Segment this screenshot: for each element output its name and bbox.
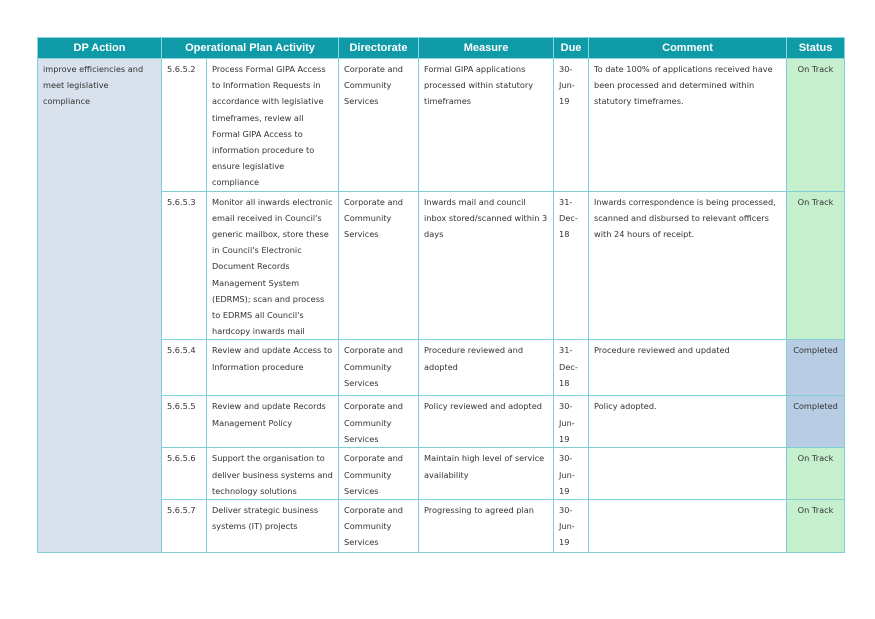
due-cell: 30-Jun-19 bbox=[554, 59, 589, 192]
activity-text: Deliver strategic business systems (IT) projects bbox=[207, 500, 339, 553]
measure-cell: Maintain high level of service availability bbox=[419, 448, 554, 500]
comment-cell: Policy adopted. bbox=[589, 396, 787, 448]
status-badge: Completed bbox=[787, 340, 845, 396]
due-cell: 30-Jun-19 bbox=[554, 396, 589, 448]
header-measure: Measure bbox=[419, 38, 554, 59]
activity-code: 5.6.5.5 bbox=[162, 396, 207, 448]
directorate-cell: Corporate and Community Services bbox=[339, 448, 419, 500]
due-cell: 30-Jun-19 bbox=[554, 500, 589, 553]
measure-cell: Procedure reviewed and adopted bbox=[419, 340, 554, 396]
activity-text: Monitor all inwards electronic email received in Council's generic mailbox, store these in Council's Electronic Document Records Management System (EDRMS); scan and process to EDRMS all Council's hardcopy inwards mail bbox=[207, 191, 339, 340]
activity-text: Support the organisation to deliver business systems and technology solutions bbox=[207, 448, 339, 500]
header-status: Status bbox=[787, 38, 845, 59]
directorate-cell: Corporate and Community Services bbox=[339, 191, 419, 340]
status-badge: On Track bbox=[787, 59, 845, 192]
activity-text: Process Formal GIPA Access to Information Requests in accordance with legislative timeframes, review all Formal GIPA Access to information procedure to ensure legislative compliance bbox=[207, 59, 339, 192]
activity-text: Review and update Records Management Policy bbox=[207, 396, 339, 448]
comment-cell: To date 100% of applications received have been processed and determined within statutory timeframes. bbox=[589, 59, 787, 192]
comment-cell: Inwards correspondence is being processed, scanned and disbursed to relevant officers with 24 hours of receipt. bbox=[589, 191, 787, 340]
measure-cell: Progressing to agreed plan bbox=[419, 500, 554, 553]
measure-cell: Formal GIPA applications processed within statutory timeframes bbox=[419, 59, 554, 192]
operational-plan-table bbox=[37, 37, 845, 553]
activity-code: 5.6.5.2 bbox=[162, 59, 207, 192]
dp-action-cell: improve efficiencies and meet legislative compliance bbox=[38, 59, 162, 553]
table-row bbox=[38, 59, 845, 192]
activity-code: 5.6.5.6 bbox=[162, 448, 207, 500]
header-directorate: Directorate bbox=[339, 38, 419, 59]
header-activity: Operational Plan Activity bbox=[162, 38, 339, 59]
directorate-cell: Corporate and Community Services bbox=[339, 340, 419, 396]
status-badge: Completed bbox=[787, 396, 845, 448]
measure-cell: Policy reviewed and adopted bbox=[419, 396, 554, 448]
header-due: Due bbox=[554, 38, 589, 59]
comment-cell bbox=[589, 500, 787, 553]
activity-code: 5.6.5.7 bbox=[162, 500, 207, 553]
status-badge: On Track bbox=[787, 448, 845, 500]
activity-code: 5.6.5.4 bbox=[162, 340, 207, 396]
directorate-cell: Corporate and Community Services bbox=[339, 500, 419, 553]
due-cell: 31-Dec-18 bbox=[554, 191, 589, 340]
due-cell: 30-Jun-19 bbox=[554, 448, 589, 500]
activity-text: Review and update Access to Information procedure bbox=[207, 340, 339, 396]
directorate-cell: Corporate and Community Services bbox=[339, 59, 419, 192]
header-dp-action: DP Action bbox=[38, 38, 162, 59]
header-comment: Comment bbox=[589, 38, 787, 59]
status-badge: On Track bbox=[787, 500, 845, 553]
activity-code: 5.6.5.3 bbox=[162, 191, 207, 340]
directorate-cell: Corporate and Community Services bbox=[339, 396, 419, 448]
due-cell: 31-Dec-18 bbox=[554, 340, 589, 396]
status-badge: On Track bbox=[787, 191, 845, 340]
header-row bbox=[38, 38, 845, 59]
comment-cell: Procedure reviewed and updated bbox=[589, 340, 787, 396]
measure-cell: Inwards mail and council inbox stored/scanned within 3 days bbox=[419, 191, 554, 340]
comment-cell bbox=[589, 448, 787, 500]
